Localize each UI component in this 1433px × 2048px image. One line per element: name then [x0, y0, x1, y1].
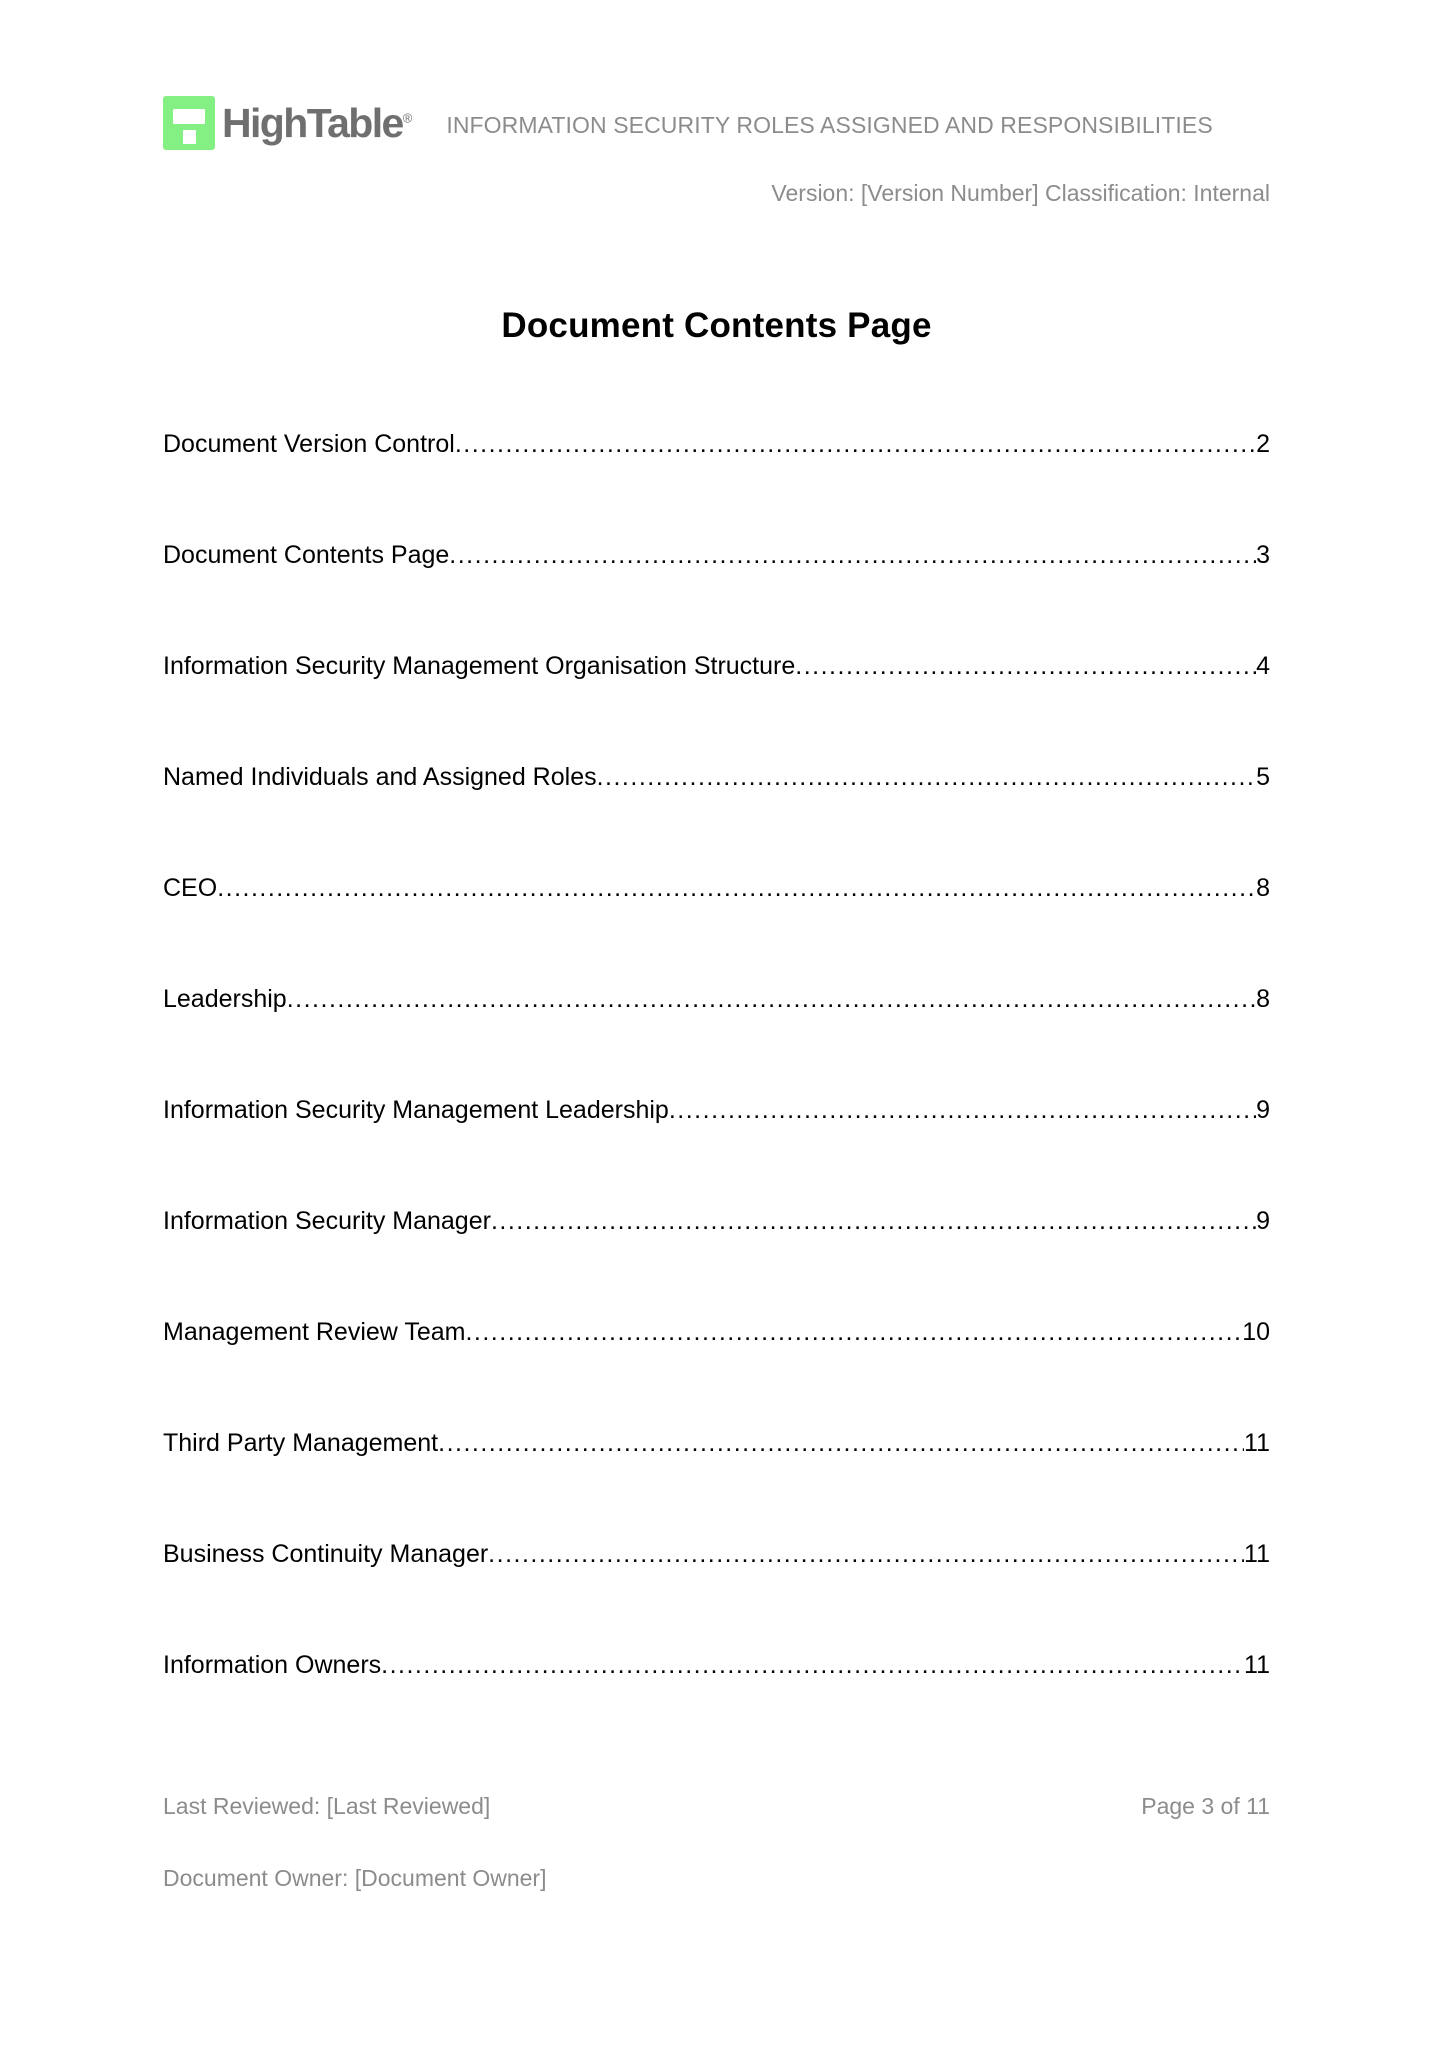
- toc-entry[interactable]: [163, 987, 1270, 1098]
- logo-wordmark: [222, 99, 413, 146]
- toc-leader-dots: [455, 432, 1256, 457]
- toc-entry[interactable]: [163, 1653, 1270, 1764]
- toc-entry-label: Leadership: [163, 987, 287, 1013]
- toc-entry-label: Information Security Manager: [163, 1209, 491, 1235]
- page-title: Document Contents Page: [501, 306, 932, 345]
- toc-entry-label: Information Security Management Leadership: [163, 1098, 669, 1124]
- toc-entry[interactable]: [163, 432, 1270, 543]
- table-leg-shape: [183, 130, 196, 144]
- toc-entry[interactable]: [163, 876, 1270, 987]
- registered-trademark-icon: ®: [402, 109, 413, 125]
- toc-entry[interactable]: [163, 1209, 1270, 1320]
- toc-entry-label: Document Contents Page: [163, 543, 450, 569]
- toc-leader-dots: [287, 987, 1256, 1012]
- toc-entry-label: Business Continuity Manager: [163, 1542, 489, 1568]
- toc-leader-dots: [465, 1320, 1242, 1345]
- footer-row-primary: [163, 1795, 1270, 1818]
- toc-entry-page-number: 9: [1256, 1209, 1270, 1235]
- toc-leader-dots: [795, 654, 1256, 679]
- toc-entry[interactable]: [163, 1542, 1270, 1653]
- toc-leader-dots: [217, 876, 1256, 901]
- toc-entry-page-number: 8: [1256, 987, 1270, 1013]
- toc-entry-page-number: 5: [1256, 765, 1270, 791]
- toc-entry-label: Named Individuals and Assigned Roles: [163, 765, 597, 791]
- document-header-subline: Version: [Version Number] Classification: Internal: [771, 180, 1270, 206]
- toc-leader-dots: [449, 543, 1256, 568]
- toc-entry-page-number: 11: [1244, 1542, 1270, 1568]
- footer-row-secondary: [163, 1867, 1270, 1890]
- toc-entry-label: Information Owners: [163, 1653, 382, 1679]
- toc-entry[interactable]: [163, 1320, 1270, 1431]
- hightable-logo: [163, 96, 412, 150]
- toc-entry-page-number: 3: [1256, 543, 1270, 569]
- toc-entry-page-number: 8: [1256, 876, 1270, 902]
- toc-entry[interactable]: [163, 543, 1270, 654]
- document-header-title: INFORMATION SECURITY ROLES ASSIGNED AND RESPONSIBILITIES: [446, 111, 1213, 138]
- toc-entry-label: Management Review Team: [163, 1320, 466, 1346]
- toc-entry-page-number: 9: [1256, 1098, 1270, 1124]
- hightable-table-icon: [163, 96, 215, 150]
- document-footer: [163, 1795, 1270, 1890]
- toc-entry-page-number: 10: [1242, 1320, 1270, 1346]
- toc-leader-dots: [669, 1098, 1256, 1123]
- toc-entry[interactable]: [163, 1431, 1270, 1542]
- toc-entry-label: Third Party Management: [163, 1431, 439, 1457]
- toc-entry[interactable]: [163, 1098, 1270, 1209]
- toc-entry[interactable]: [163, 765, 1270, 876]
- toc-entry-label: CEO: [163, 876, 218, 902]
- toc-leader-dots: [488, 1542, 1244, 1567]
- toc-entry-page-number: 4: [1256, 654, 1270, 680]
- table-of-contents: [163, 432, 1270, 1764]
- table-top-shape: [173, 109, 205, 124]
- toc-leader-dots: [491, 1209, 1256, 1234]
- document-header: [0, 0, 1433, 205]
- footer-last-reviewed: Last Reviewed: [Last Reviewed]: [163, 1793, 491, 1819]
- footer-page-indicator: Page 3 of 11: [1141, 1793, 1270, 1819]
- toc-entry-label: Document Version Control: [163, 432, 455, 458]
- toc-entry-page-number: 11: [1244, 1431, 1270, 1457]
- toc-leader-dots: [381, 1653, 1244, 1678]
- toc-leader-dots: [597, 765, 1257, 790]
- header-row: [0, 96, 1433, 150]
- toc-entry[interactable]: [163, 654, 1270, 765]
- logo-wordmark-text: HighTable: [222, 99, 403, 146]
- footer-document-owner: Document Owner: [Document Owner]: [163, 1865, 547, 1891]
- toc-leader-dots: [438, 1431, 1244, 1456]
- toc-entry-page-number: 11: [1244, 1653, 1270, 1679]
- toc-entry-label: Information Security Management Organisation Structure: [163, 654, 796, 680]
- toc-entry-page-number: 2: [1256, 432, 1270, 458]
